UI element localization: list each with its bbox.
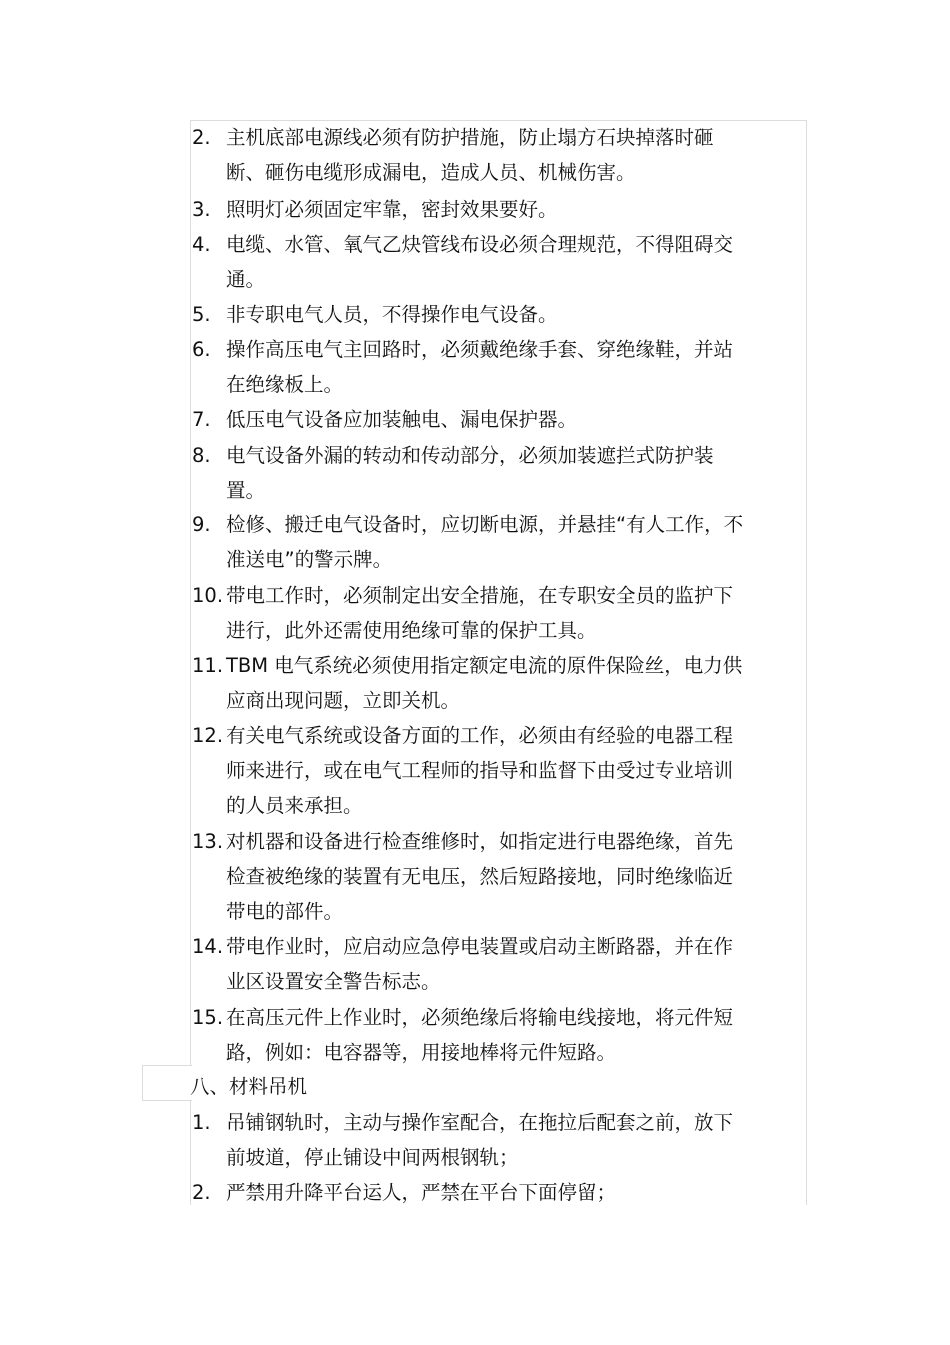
item-text: 非专职电气人员，不得操作电气设备。 <box>226 303 558 326</box>
item-number: 15. <box>192 1006 224 1029</box>
table-border-lower <box>142 1100 192 1101</box>
item-text: 断、砸伤电缆形成漏电，造成人员、机械伤害。 <box>226 161 636 184</box>
item-text: 前坡道，停止铺设中间两根钢轨； <box>226 1146 519 1169</box>
section-heading: 八、材料吊机 <box>190 1075 308 1098</box>
item-number: 14. <box>192 935 224 958</box>
item-text: 电气设备外漏的转动和传动部分，必须加装遮拦式防护装 <box>226 444 714 467</box>
item-number: 1. <box>192 1111 211 1134</box>
item-text: 路，例如：电容器等，用接地棒将元件短路。 <box>226 1041 617 1064</box>
item-text: 在绝缘板上。 <box>226 373 344 396</box>
item-number: 2. <box>192 126 211 149</box>
item-number: 4. <box>192 233 211 256</box>
item-number: 13. <box>192 830 224 853</box>
item-text: 操作高压电气主回路时，必须戴绝缘手套、穿绝缘鞋，并站 <box>226 338 734 361</box>
table-border-middle <box>142 1065 192 1066</box>
item-text: 带电的部件。 <box>226 900 344 923</box>
item-text: 低压电气设备应加装触电、漏电保护器。 <box>226 408 578 431</box>
table-border-middle-left <box>142 1065 143 1100</box>
item-text: 师来进行，或在电气工程师的指导和监督下由受过专业培训 <box>226 759 734 782</box>
item-text: 主机底部电源线必须有防护措施，防止塌方石块掉落时砸 <box>226 126 714 149</box>
item-text: TBM 电气系统必须使用指定额定电流的原件保险丝，电力供 <box>226 654 743 677</box>
item-number: 2. <box>192 1181 211 1204</box>
item-text: 进行，此外还需使用绝缘可靠的保护工具。 <box>226 619 597 642</box>
item-number: 7. <box>192 408 211 431</box>
item-text: 通。 <box>226 268 266 291</box>
table-border-right <box>806 120 807 1205</box>
table-border-left <box>190 120 191 1065</box>
item-text: 检查被绝缘的装置有无电压，然后短路接地，同时绝缘临近 <box>226 865 734 888</box>
item-number: 11. <box>192 654 224 677</box>
item-text: 置。 <box>226 479 266 502</box>
item-number: 9. <box>192 513 211 536</box>
item-text: 严禁用升降平台运人，严禁在平台下面停留； <box>226 1181 617 1204</box>
item-text: 应商出现问题，立即关机。 <box>226 689 461 712</box>
item-text: 带电作业时，应启动应急停电装置或启动主断路器，并在作 <box>226 935 734 958</box>
item-text: 照明灯必须固定牢靠，密封效果要好。 <box>226 198 558 221</box>
item-text: 吊铺钢轨时，主动与操作室配合，在拖拉后配套之前，放下 <box>226 1111 734 1134</box>
item-number: 3. <box>192 198 211 221</box>
item-text: 的人员来承担。 <box>226 794 363 817</box>
item-text: 电缆、水管、氧气乙炔管线布设必须合理规范，不得阻碍交 <box>226 233 734 256</box>
item-text: 在高压元件上作业时，必须绝缘后将输电线接地，将元件短 <box>226 1006 734 1029</box>
item-number: 12. <box>192 724 224 747</box>
item-number: 5. <box>192 303 211 326</box>
item-number: 10. <box>192 584 224 607</box>
item-text: 准送电”的警示牌。 <box>226 548 393 571</box>
item-number: 6. <box>192 338 211 361</box>
item-text: 业区设置安全警告标志。 <box>226 970 441 993</box>
item-text: 对机器和设备进行检查维修时，如指定进行电器绝缘，首先 <box>226 830 734 853</box>
table-border-left-lower <box>190 1100 191 1205</box>
item-text: 带电工作时，必须制定出安全措施，在专职安全员的监护下 <box>226 584 734 607</box>
item-text: 检修、搬迁电气设备时，应切断电源，并悬挂“有人工作，不 <box>226 513 744 536</box>
item-number: 8. <box>192 444 211 467</box>
item-text: 有关电气系统或设备方面的工作，必须由有经验的电器工程 <box>226 724 734 747</box>
